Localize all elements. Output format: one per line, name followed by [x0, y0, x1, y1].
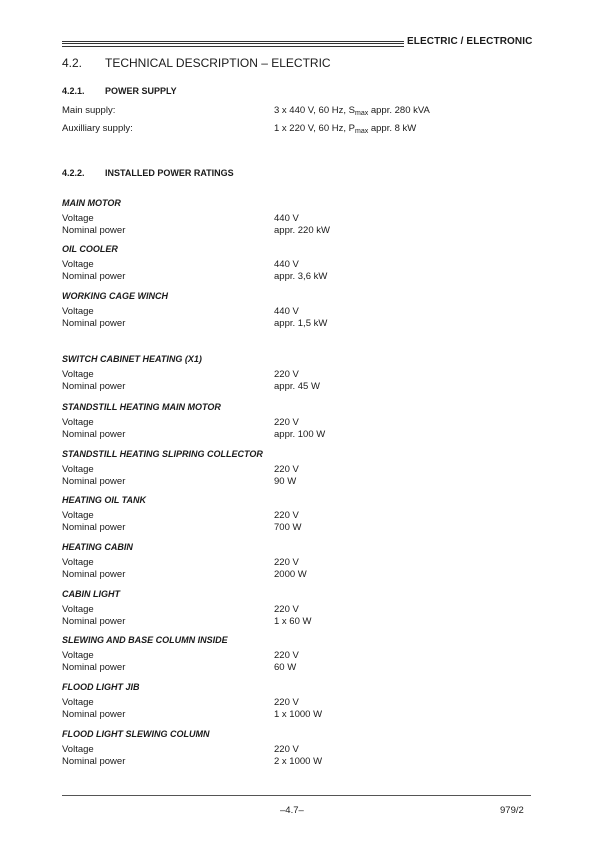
- voltage-row-value: 440 V: [274, 213, 299, 224]
- rating-group-title: WORKING CAGE WINCH: [62, 291, 168, 301]
- nominal-power-row-value: appr. 220 kW: [274, 225, 330, 236]
- nominal-power-row-label: Nominal power: [62, 271, 126, 282]
- footer-rule: [62, 795, 531, 796]
- section-title: TECHNICAL DESCRIPTION – ELECTRIC: [105, 56, 331, 70]
- nominal-power-row-value: 60 W: [274, 662, 297, 673]
- nominal-power-row-value: 700 W: [274, 522, 302, 533]
- voltage-row-label: Voltage: [62, 464, 94, 475]
- voltage-row-value: 220 V: [274, 604, 299, 615]
- voltage-row-value: 220 V: [274, 369, 299, 380]
- nominal-power-row-value: 1 x 60 W: [274, 616, 312, 627]
- voltage-row-label: Voltage: [62, 213, 94, 224]
- rating-group-title: MAIN MOTOR: [62, 198, 121, 208]
- rating-group-title: FLOOD LIGHT SLEWING COLUMN: [62, 729, 210, 739]
- nominal-power-row-value: 2 x 1000 W: [274, 756, 323, 767]
- nominal-power-row-value: appr. 100 W: [274, 429, 326, 440]
- voltage-row-value: 220 V: [274, 417, 299, 428]
- rating-group-title: CABIN LIGHT: [62, 589, 120, 599]
- ratings-title: INSTALLED POWER RATINGS: [105, 168, 234, 178]
- ratings-number: 4.2.2.: [62, 168, 85, 178]
- rating-group-title: SLEWING AND BASE COLUMN INSIDE: [62, 635, 228, 645]
- nominal-power-row-label: Nominal power: [62, 709, 126, 720]
- rating-group-title: FLOOD LIGHT JIB: [62, 682, 140, 692]
- rating-group-title: SWITCH CABINET HEATING (X1): [62, 354, 202, 364]
- nominal-power-row-value: 2000 W: [274, 569, 307, 580]
- nominal-power-row-value: appr. 1,5 kW: [274, 318, 328, 329]
- nominal-power-row-label: Nominal power: [62, 662, 126, 673]
- nominal-power-row-label: Nominal power: [62, 381, 126, 392]
- voltage-row-label: Voltage: [62, 697, 94, 708]
- header-section-label: ELECTRIC / ELECTRONIC: [407, 36, 533, 47]
- nominal-power-row-value: 1 x 1000 W: [274, 709, 323, 720]
- nominal-power-row-label: Nominal power: [62, 476, 126, 487]
- voltage-row-value: 220 V: [274, 697, 299, 708]
- rating-group-title: HEATING CABIN: [62, 542, 133, 552]
- rating-group-title: HEATING OIL TANK: [62, 495, 146, 505]
- rating-group-title: STANDSTILL HEATING SLIPRING COLLECTOR: [62, 449, 263, 459]
- nominal-power-row-value: appr. 45 W: [274, 381, 320, 392]
- power-supply-number: 4.2.1.: [62, 86, 85, 96]
- header-rule: [62, 41, 404, 47]
- voltage-row-value: 440 V: [274, 306, 299, 317]
- voltage-row-label: Voltage: [62, 417, 94, 428]
- voltage-row-label: Voltage: [62, 650, 94, 661]
- section-number: 4.2.: [62, 56, 83, 70]
- aux-supply-value: 1 x 220 V, 60 Hz, $P_{max}$ appr. 8 kW: [274, 123, 417, 135]
- nominal-power-row-label: Nominal power: [62, 616, 126, 627]
- voltage-row-label: Voltage: [62, 369, 94, 380]
- voltage-row-label: Voltage: [62, 510, 94, 521]
- aux-supply-label: Auxilliary supply:: [62, 123, 133, 134]
- nominal-power-row-label: Nominal power: [62, 429, 126, 440]
- nominal-power-row-label: Nominal power: [62, 225, 126, 236]
- nominal-power-row-label: Nominal power: [62, 569, 126, 580]
- voltage-row-label: Voltage: [62, 557, 94, 568]
- main-supply-value: 3 x 440 V, 60 Hz, $S_{max}$ appr. 280 kVA: [274, 105, 430, 117]
- main-supply-label: Main supply:: [62, 105, 116, 116]
- page-number: –4.7–: [280, 805, 304, 816]
- nominal-power-row-value: 90 W: [274, 476, 297, 487]
- voltage-row-value: 220 V: [274, 557, 299, 568]
- voltage-row-value: 220 V: [274, 510, 299, 521]
- voltage-row-value: 220 V: [274, 464, 299, 475]
- rating-group-title: STANDSTILL HEATING MAIN MOTOR: [62, 402, 221, 412]
- voltage-row-value: 440 V: [274, 259, 299, 270]
- voltage-row-label: Voltage: [62, 604, 94, 615]
- voltage-row-value: 220 V: [274, 744, 299, 755]
- voltage-row-value: 220 V: [274, 650, 299, 661]
- voltage-row-label: Voltage: [62, 744, 94, 755]
- nominal-power-row-label: Nominal power: [62, 318, 126, 329]
- nominal-power-row-value: appr. 3,6 kW: [274, 271, 328, 282]
- document-number: 979/2: [500, 805, 524, 816]
- nominal-power-row-label: Nominal power: [62, 522, 126, 533]
- voltage-row-label: Voltage: [62, 259, 94, 270]
- voltage-row-label: Voltage: [62, 306, 94, 317]
- power-supply-title: POWER SUPPLY: [105, 86, 177, 96]
- nominal-power-row-label: Nominal power: [62, 756, 126, 767]
- rating-group-title: OIL COOLER: [62, 244, 118, 254]
